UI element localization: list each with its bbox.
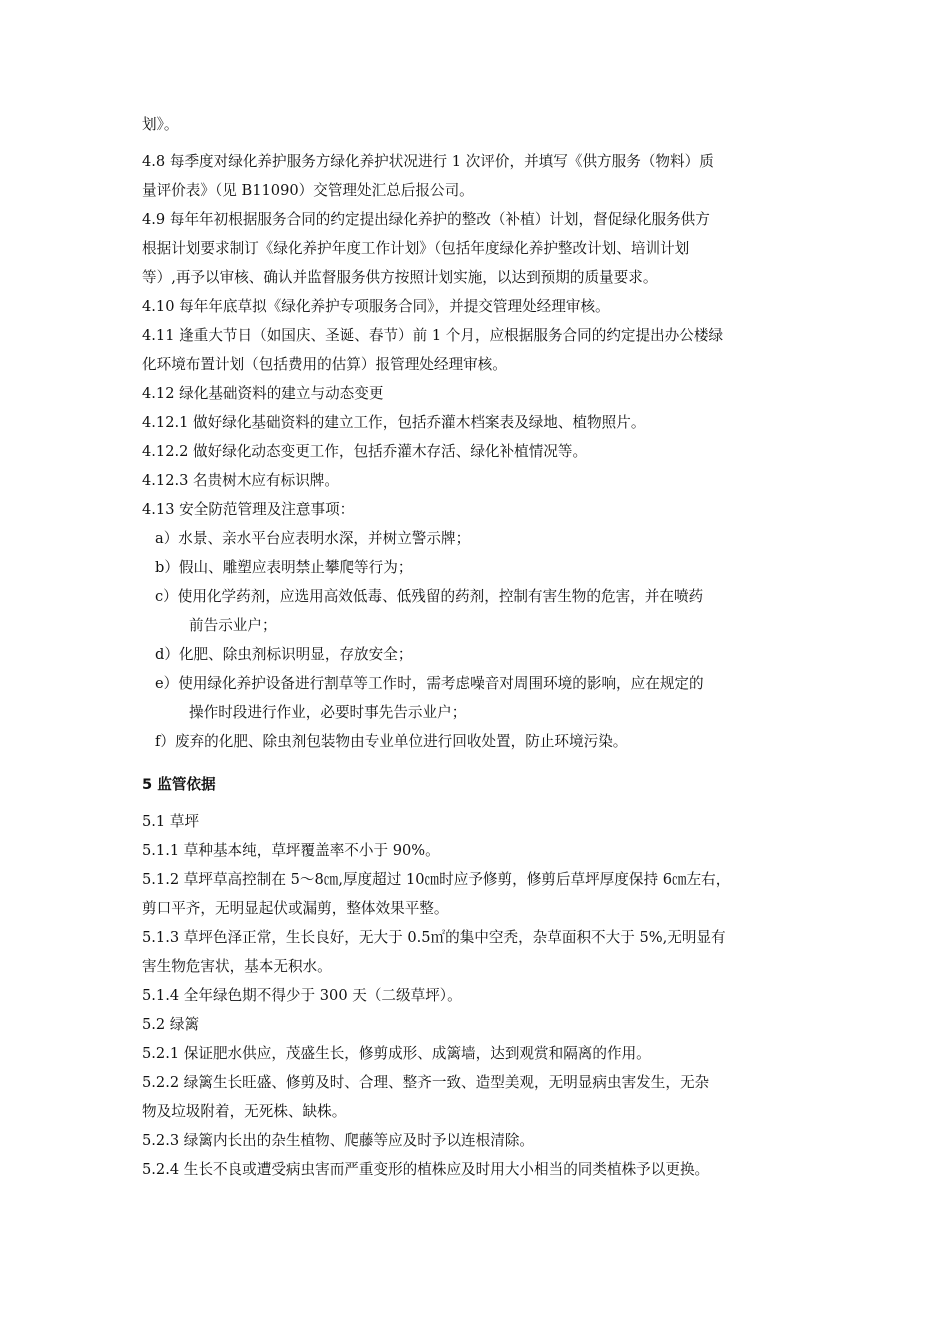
paragraph-line: 5.2.3 绿篱内长出的杂生植物、爬藤等应及时予以连根清除。 [142,1132,535,1149]
safety-item-c-continued: 前告示业户； [189,617,277,634]
paragraph-line: 4.10 每年年底草拟《绿化养护专项服务合同》，并提交管理处经理审核。 [142,298,610,315]
safety-item-f: f）废弃的化肥、除虫剂包装物由专业单位进行回收处置，防止环境污染。 [155,733,628,750]
paragraph-line: 4.9 每年年初根据服务合同的约定提出绿化养护的整改（补植）计划，督促绿化服务供方 [142,211,710,228]
paragraph-line: 4.8 每季度对绿化养护服务方绿化养护状况进行 1 次评价，并填写《供方服务（物料）质 [142,153,714,170]
safety-item-e: e）使用绿化养护设备进行割草等工作时，需考虑噪音对周围环境的影响，应在规定的 [155,675,704,692]
paragraph-line: 等）,再予以审核、确认并监督服务供方按照计划实施，以达到预期的质量要求。 [142,269,658,286]
paragraph-line: 4.12.3 名贵树木应有标识牌。 [142,472,339,489]
document-page [142,110,822,1184]
paragraph-line: 5.1.2 草坪草高控制在 5～8㎝,厚度超过 10㎝时应予修剪，修剪后草坪厚度保持 6㎝左右， [142,871,731,888]
paragraph-line: 5.2 绿篱 [142,1016,200,1033]
paragraph-line: 5.2.4 生长不良或遭受病虫害而严重变形的植株应及时用大小相当的同类植株予以更换。 [142,1161,710,1178]
paragraph-line: 剪口平齐，无明显起伏或漏剪，整体效果平整。 [142,900,449,917]
paragraph-line: 4.12 绿化基础资料的建立与动态变更 [142,385,384,402]
safety-item-c: c）使用化学药剂，应选用高效低毒、低残留的药剂，控制有害生物的危害，并在喷药 [155,588,704,605]
paragraph-line: 4.12.2 做好绿化动态变更工作，包括乔灌木存活、绿化补植情况等。 [142,443,588,460]
paragraph-line: 5.1 草坪 [142,813,200,830]
paragraph-line: 4.13 安全防范管理及注意事项： [142,501,355,518]
spacer [142,799,822,807]
paragraph-line: 害生物危害状，基本无积水。 [142,958,332,975]
paragraph-line: 5.1.1 草种基本纯，草坪覆盖率不小于 90%。 [142,842,440,859]
paragraph-line: 4.12.1 做好绿化基础资料的建立工作，包括乔灌木档案表及绿地、植物照片。 [142,414,646,431]
safety-item-e-continued: 操作时段进行作业，必要时事先告示业户； [189,704,467,721]
paragraph-line: 5.2.1 保证肥水供应，茂盛生长，修剪成形、成篱墙，达到观赏和隔离的作用。 [142,1045,651,1062]
safety-item-a: a）水景、亲水平台应表明水深，并树立警示牌； [155,530,471,547]
paragraph-line: 4.11 逢重大节日（如国庆、圣诞、春节）前 1 个月，应根据服务合同的约定提出办公楼绿 [142,327,724,344]
safety-item-d: d）化肥、除虫剂标识明显，存放安全； [155,646,413,663]
paragraph-line: 量评价表》（见 B11090）交管理处汇总后报公司。 [142,182,474,199]
paragraph-line: 5.2.2 绿篱生长旺盛、修剪及时、合理、整齐一致、造型美观，无明显病虫害发生，无杂 [142,1074,710,1091]
spacer [142,756,822,770]
paragraph-line: 划》。 [142,116,179,133]
section-5-heading: 5 监管依据 [142,776,216,793]
spacer [142,139,822,147]
paragraph-line: 物及垃圾附着，无死株、缺株。 [142,1103,347,1120]
safety-item-b: b）假山、雕塑应表明禁止攀爬等行为； [155,559,413,576]
paragraph-line: 根据计划要求制订《绿化养护年度工作计划》（包括年度绿化养护整改计划、培训计划 [142,240,690,257]
paragraph-line: 5.1.4 全年绿色期不得少于 300 天（二级草坪）。 [142,987,462,1004]
paragraph-line: 5.1.3 草坪色泽正常，生长良好，无大于 0.5㎡的集中空秃，杂草面积不大于 5%,无明显有 [142,929,726,946]
paragraph-line: 化环境布置计划（包括费用的估算）报管理处经理审核。 [142,356,507,373]
